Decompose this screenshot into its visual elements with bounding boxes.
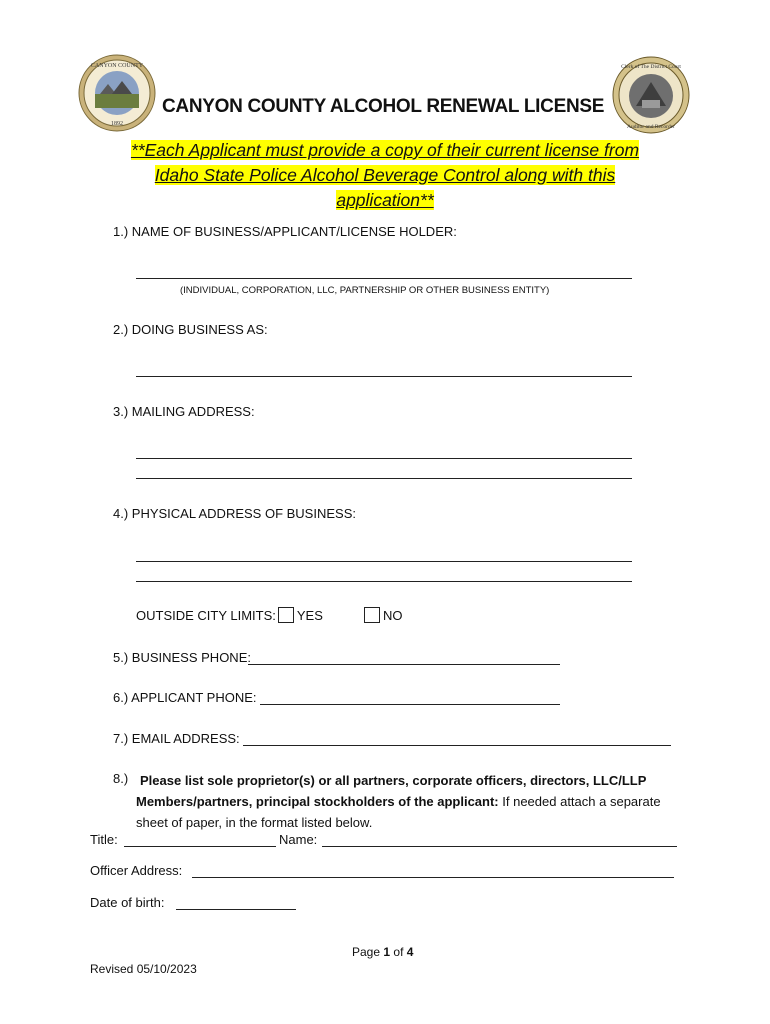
q8-line-3: sheet of paper, in the format listed below. [136,815,373,830]
email-address-field[interactable] [243,745,671,746]
dba-field[interactable] [136,376,632,377]
no-label: NO [383,608,403,623]
q4-label: 4.) PHYSICAL ADDRESS OF BUSINESS: [113,506,356,521]
q8-bold-line-1: Please list sole proprietor(s) or all partners, corporate officers, directors, LLC/LLP [140,773,647,788]
page-prefix: Page [352,945,381,959]
dob-field[interactable] [176,909,296,910]
q8-normal-line-2: If needed attach a separate [502,794,661,809]
city-limits-row [136,607,323,623]
q1-entity-note: (INDIVIDUAL, CORPORATION, LLC, PARTNERSHIP OR OTHER BUSINESS ENTITY) [180,285,550,296]
dob-label: Date of birth: [90,895,165,910]
page-total: 4 [406,945,414,959]
officer-address-label: Officer Address: [90,863,183,878]
revised-date: Revised 05/10/2023 [90,962,197,976]
page-current: 1 [383,945,391,959]
name-label: Name: [279,832,318,847]
svg-text:Auditor and Recorder: Auditor and Recorder [627,124,675,130]
notice-line-3: application** [336,190,434,210]
q3-label: 3.) MAILING ADDRESS: [113,404,255,419]
physical-address-field-2[interactable] [136,581,632,582]
officer-title-field[interactable] [124,846,276,847]
svg-text:Clerk of The District Court: Clerk of The District Court [621,64,681,70]
svg-text:1892: 1892 [111,121,123,127]
svg-text:CANYON COUNTY: CANYON COUNTY [90,63,144,69]
officer-name-field[interactable] [322,846,677,847]
clerk-district-court-seal-icon [612,56,690,134]
title-label: Title: [90,832,118,847]
notice-line-1: **Each Applicant must provide a copy of their current license from [130,140,640,160]
canyon-county-seal-icon [78,54,156,132]
mailing-address-field-2[interactable] [136,478,632,479]
physical-address-field-1[interactable] [136,561,632,562]
page-of: of [393,945,404,959]
applicant-phone-field[interactable] [260,704,560,705]
no-checkbox[interactable] [364,607,380,623]
business-phone-field[interactable] [248,664,560,665]
q8-bold-line-2: Members/partners, principal stockholders of the applicant: [136,794,499,809]
business-name-field[interactable] [136,278,632,279]
page-number [352,945,413,959]
yes-label: YES [296,608,323,623]
q8-number: 8.) [113,771,129,786]
q7-label: 7.) EMAIL ADDRESS: [113,731,240,746]
city-limits-label: OUTSIDE CITY LIMITS: [136,608,276,623]
officer-address-field[interactable] [192,877,674,878]
q6-label: 6.) APPLICANT PHONE: [113,690,257,705]
q1-label: 1.) NAME OF BUSINESS/APPLICANT/LICENSE HOLDER: [113,224,457,239]
q8-instructions [136,770,696,833]
applicant-notice [100,138,670,213]
q2-label: 2.) DOING BUSINESS AS: [113,322,268,337]
notice-line-2: Idaho State Police Alcohol Beverage Control along with this [154,165,616,185]
no-option [362,607,403,623]
mailing-address-field-1[interactable] [136,458,632,459]
q5-label: 5.) BUSINESS PHONE: [113,650,251,665]
page-title: CANYON COUNTY ALCOHOL RENEWAL LICENSE [162,96,605,117]
yes-checkbox[interactable] [278,607,294,623]
